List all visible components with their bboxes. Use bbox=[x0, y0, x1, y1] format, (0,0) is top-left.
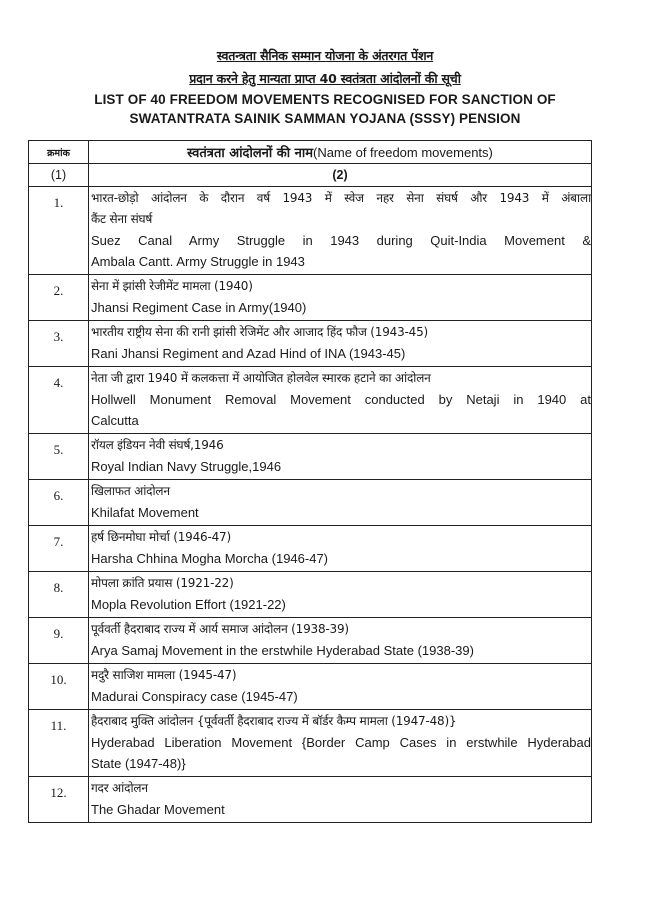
serial-number: 3. bbox=[29, 321, 89, 367]
movement-name-hindi: सेना में झांसी रेजीमेंट मामला (1940) bbox=[91, 279, 253, 293]
movement-name-english: Mopla Revolution Effort (1921-22) bbox=[91, 597, 286, 612]
name-column-header-hindi: स्वतंत्रता आंदोलनों की नाम bbox=[187, 146, 313, 161]
movement-name bbox=[89, 618, 592, 664]
movement-name-hindi: हर्ष छिनमोघा मोर्चा (1946-47) bbox=[91, 530, 231, 544]
table-row bbox=[29, 187, 592, 275]
serial-number: 12. bbox=[29, 777, 89, 823]
serial-number: 9. bbox=[29, 618, 89, 664]
serial-number: 7. bbox=[29, 526, 89, 572]
serial-column-header: क्रमांक bbox=[29, 141, 89, 164]
movement-name-english-cont: Calcutta bbox=[91, 413, 139, 428]
movement-name-hindi: पूर्ववर्ती हैदराबाद राज्य में आर्य समाज आंदोलन (1938-39) bbox=[91, 622, 349, 636]
table-row bbox=[29, 434, 592, 480]
movement-name-hindi: मोपला क्रांति प्रयास (1921-22) bbox=[91, 576, 234, 590]
column-number-row bbox=[29, 164, 592, 187]
movement-name-hindi: गदर आंदोलन bbox=[91, 781, 148, 795]
table-row bbox=[29, 618, 592, 664]
serial-number: 2. bbox=[29, 275, 89, 321]
movement-name bbox=[89, 710, 592, 777]
table-row bbox=[29, 321, 592, 367]
name-column-header-english: (Name of freedom movements) bbox=[312, 145, 493, 160]
serial-number: 6. bbox=[29, 480, 89, 526]
movement-name bbox=[89, 367, 592, 434]
movement-name-english: Royal Indian Navy Struggle,1946 bbox=[91, 459, 282, 474]
movement-name bbox=[89, 187, 592, 275]
movement-name-hindi: रॉयल इंडियन नेवी संघर्ष,1946 bbox=[91, 438, 224, 452]
table-row bbox=[29, 367, 592, 434]
movement-name-hindi: मदुरै साजिश मामला (1945-47) bbox=[91, 668, 237, 682]
table-row bbox=[29, 710, 592, 777]
title-hindi-line-1: स्वतन्त्रता सैनिक सम्मान योजना के अंतरगत पेंशन bbox=[216, 48, 434, 63]
movement-name-english: The Ghadar Movement bbox=[91, 802, 225, 817]
title-english-line-1: LIST OF 40 FREEDOM MOVEMENTS RECOGNISED FOR SANCTION OF bbox=[94, 92, 556, 107]
movement-name-hindi: खिलाफत आंदोलन bbox=[91, 484, 170, 498]
serial-number: 11. bbox=[29, 710, 89, 777]
movement-name bbox=[89, 777, 592, 823]
movement-name-english: Arya Samaj Movement in the erstwhile Hyderabad State (1938-39) bbox=[91, 643, 474, 658]
movement-name-hindi: नेता जी द्वारा 1940 में कलकत्ता में आयोजित होलवेल स्मारक हटाने का आंदोलन bbox=[91, 371, 431, 385]
movement-name-english: Suez Canal Army Struggle in 1943 during Quit-India Movement & bbox=[91, 233, 591, 248]
movement-name bbox=[89, 434, 592, 480]
movement-name-english: Rani Jhansi Regiment and Azad Hind of INA (1943-45) bbox=[91, 346, 406, 361]
movement-name bbox=[89, 275, 592, 321]
movement-name-english: Khilafat Movement bbox=[91, 505, 199, 520]
freedom-movements-table bbox=[28, 140, 592, 823]
movement-name-hindi-cont: कैंट सेना संघर्ष bbox=[91, 212, 153, 226]
table-row bbox=[29, 777, 592, 823]
movement-name-english: Madurai Conspiracy case (1945-47) bbox=[91, 689, 298, 704]
serial-number: 1. bbox=[29, 187, 89, 275]
serial-number: 10. bbox=[29, 664, 89, 710]
table-row bbox=[29, 275, 592, 321]
serial-number: 5. bbox=[29, 434, 89, 480]
document-header bbox=[0, 44, 650, 128]
movement-name bbox=[89, 321, 592, 367]
movement-name-english: Hyderabad Liberation Movement {Border Camp Cases in erstwhile Hyderabad bbox=[91, 735, 591, 750]
movement-name bbox=[89, 664, 592, 710]
movement-name-hindi: हैदराबाद मुक्ति आंदोलन {पूर्ववर्ती हैदराबाद राज्य में बॉर्डर कैम्प मामला (1947-48)} bbox=[91, 714, 457, 728]
movement-name-english: Hollwell Monument Removal Movement conducted by Netaji in 1940 at bbox=[91, 392, 591, 407]
title-hindi-line-2: प्रदान करने हेतु मान्यता प्राप्त 40 स्वतंत्रता आंदोलनों की सूची bbox=[189, 71, 461, 86]
name-column-number: (2) bbox=[89, 164, 592, 187]
title-english-line-2: SWATANTRATA SAINIK SAMMAN YOJANA (SSSY) PENSION bbox=[129, 111, 521, 126]
table-row bbox=[29, 664, 592, 710]
movement-name bbox=[89, 526, 592, 572]
movement-name-english: Harsha Chhina Mogha Morcha (1946-47) bbox=[91, 551, 329, 566]
table-row bbox=[29, 572, 592, 618]
name-column-header bbox=[89, 141, 592, 164]
movement-name-hindi: भारत-छोड़ो आंदोलन के दौरान वर्ष 1943 में स्वेज नहर सेना संघर्ष और 1943 में अंबाला bbox=[91, 191, 591, 205]
movement-name bbox=[89, 480, 592, 526]
movement-name-hindi: भारतीय राष्ट्रीय सेना की रानी झांसी रेजिमेंट और आजाद हिंद फौज (1943-45) bbox=[91, 325, 428, 339]
movement-name bbox=[89, 572, 592, 618]
movement-name-english-cont: State (1947-48)} bbox=[91, 756, 186, 771]
movement-name-english: Jhansi Regiment Case in Army(1940) bbox=[91, 300, 307, 315]
serial-number: 4. bbox=[29, 367, 89, 434]
table-row bbox=[29, 480, 592, 526]
serial-number: 8. bbox=[29, 572, 89, 618]
serial-column-number: (1) bbox=[29, 164, 89, 187]
movement-name-english-cont: Ambala Cantt. Army Struggle in 1943 bbox=[91, 254, 305, 269]
table-header-row bbox=[29, 141, 592, 164]
table-row bbox=[29, 526, 592, 572]
